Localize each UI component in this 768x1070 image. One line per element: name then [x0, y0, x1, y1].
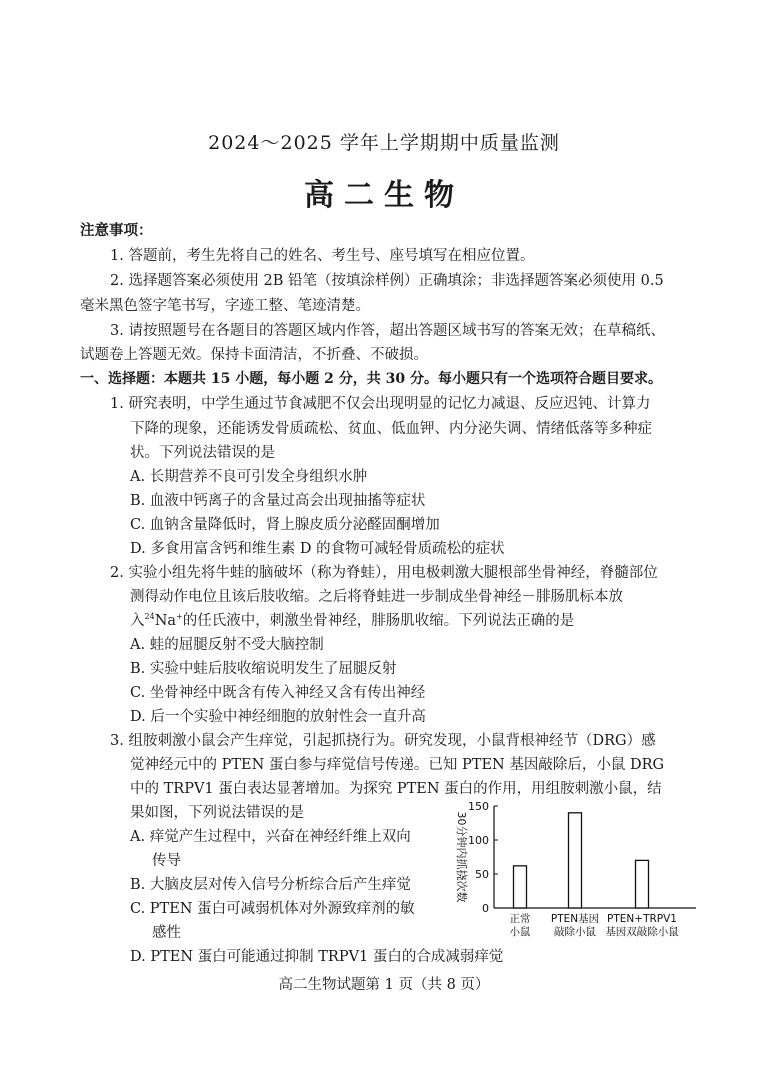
option-d: D. 后一个实验中神经细胞的放射性会一直升高 [130, 709, 426, 725]
notes-item: 2. 选择题答案必须使用 2B 铅笔（按填涂样例）正确填涂；非选择题答案必须使用 0.5 [110, 273, 664, 289]
x-tick-label: 敲除小鼠 [554, 926, 596, 938]
subject-title: 高二生物 [304, 178, 464, 213]
notes-item: 毫米黑色签字笔书写，字迹工整、笔迹清楚。 [80, 298, 370, 314]
option-a: A. 痒觉产生过程中，兴奋在神经纤维上双向 [130, 829, 411, 845]
option-c-cont: 感性 [152, 925, 181, 941]
bar [569, 813, 582, 908]
bar-chart [448, 796, 700, 942]
option-a-cont: 传导 [152, 853, 181, 869]
option-a: A. 蛙的屈腿反射不受大脑控制 [130, 637, 324, 653]
option-a: A. 长期营养不良可引发全身组织水肿 [130, 469, 368, 485]
question-stem: 测得动作电位且该后肢收缩。之后将脊蛙进一步制成坐骨神经－腓肠肌标本放 [130, 589, 623, 605]
y-axis-label: 30分钟内抓挠次数 [455, 811, 468, 903]
option-c: C. PTEN 蛋白可减弱机体对外源致痒剂的敏 [130, 901, 415, 917]
notes-item: 3. 请按照题号在各题目的答题区域内作答，超出答题区域书写的答案无效；在草稿纸、 [110, 323, 665, 339]
x-tick-label: 基因双敲除小鼠 [605, 926, 679, 938]
question-stem: 中的 TRPV1 蛋白表达显著增加。为探究 PTEN 蛋白的作用，用组胺刺激小鼠，结 [130, 781, 662, 797]
question-stem: 1. 研究表明，中学生通过节食减肥不仅会出现明显的记忆力减退、反应迟钝、计算力 [110, 396, 651, 412]
x-tick-label: PTEN基因 [550, 913, 600, 925]
option-b: B. 血液中钙离子的含量过高会出现抽搐等症状 [130, 493, 426, 509]
y-tick-label: 150 [468, 800, 489, 813]
stem-rest: 的任氏液中，刺激坐骨神经，腓肠肌收缩。下列说法正确的是 [182, 613, 575, 629]
x-tick-label: 正常 [509, 913, 531, 925]
question-stem: 果如图，下列说法错误的是 [130, 805, 304, 821]
section-heading: 一、选择题：本题共 15 小题，每小题 2 分，共 30 分。每小题只有一个选项符合题目要求。 [80, 371, 662, 387]
y-tick-label: 50 [475, 868, 489, 881]
option-d: D. PTEN 蛋白可能通过抑制 TRPV1 蛋白的合成减弱痒觉 [130, 949, 504, 965]
option-c: C. 血钠含量降低时，肾上腺皮质分泌醛固酮增加 [130, 517, 440, 533]
question-stem: 3. 组胺刺激小鼠会产生痒觉，引起抓挠行为。研究发现，小鼠背根神经节（DRG）感 [110, 733, 656, 749]
x-tick-label: PTEN+TRPV1 [607, 913, 677, 925]
exam-title: 2024～2025 学年上学期期中质量监测 [208, 132, 560, 154]
isotope-ion: Na [154, 613, 177, 629]
question-stem-line3 [130, 612, 574, 630]
stem-prefix: 入 [130, 613, 145, 629]
question-stem: 状。下列说法错误的是 [130, 445, 275, 461]
y-tick-label: 100 [468, 834, 489, 847]
option-b: B. 大脑皮层对传入信号分析综合后产生痒觉 [130, 877, 411, 893]
page-footer: 高二生物试题第 1 页（共 8 页） [278, 977, 490, 993]
option-b: B. 实验中蛙后肢收缩说明发生了屈腿反射 [130, 661, 397, 677]
question-stem: 下降的现象，还能诱发骨质疏松、贫血、低血钾、内分泌失调、情绪低落等多种症 [130, 421, 652, 437]
y-tick-label: 0 [482, 902, 489, 915]
isotope-mass: 24 [144, 612, 155, 621]
bar [514, 866, 527, 908]
question-stem: 觉神经元中的 PTEN 蛋白参与痒觉信号传递。已知 PTEN 基因敲除后，小鼠 DRG [130, 757, 665, 773]
notes-item: 1. 答题前，考生先将自己的姓名、考生号、座号填写在相应位置。 [110, 248, 535, 264]
option-c: C. 坐骨神经中既含有传入神经又含有传出神经 [130, 685, 426, 701]
notes-item: 试题卷上答题无效。保持卡面清洁，不折叠、不破损。 [80, 347, 428, 363]
bar [636, 860, 649, 908]
notes-heading: 注意事项： [80, 222, 153, 239]
question-stem: 2. 实验小组先将牛蛙的脑破坏（称为脊蛙），用电极刺激大腿根部坐骨神经，脊髓部位 [110, 565, 658, 581]
isotope-charge: + [176, 612, 183, 621]
x-tick-label: 小鼠 [509, 926, 531, 938]
option-d: D. 多食用富含钙和维生素 D 的食物可减轻骨质疏松的症状 [130, 541, 505, 557]
